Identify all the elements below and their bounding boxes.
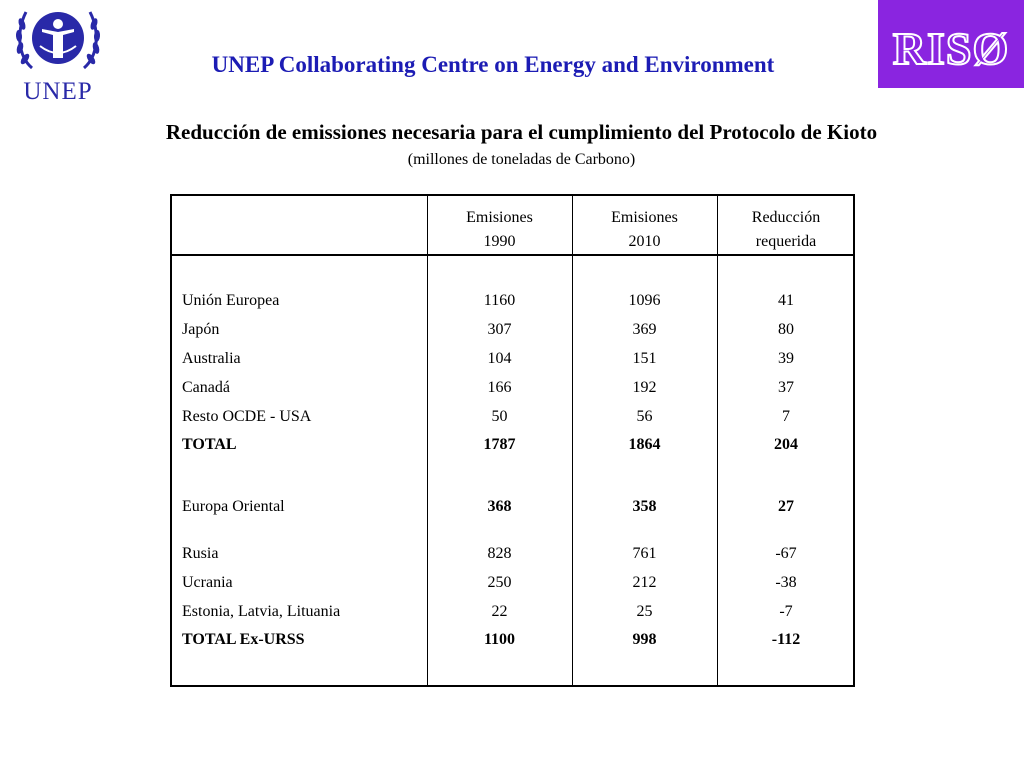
table-row — [172, 321, 855, 343]
value-reduction: 39 — [778, 350, 794, 367]
row-label: Estonia, Latvia, Lituania — [182, 603, 341, 620]
riso-logo — [878, 0, 1024, 88]
page-subtitle: (millones de toneladas de Carbono) — [407, 151, 636, 168]
value-1990: 1100 — [483, 631, 516, 648]
table-row — [172, 574, 855, 596]
value-1990: 1787 — [483, 436, 516, 453]
column-header-line: Emisiones — [466, 209, 533, 226]
column-header-line: 1990 — [483, 233, 516, 250]
value-reduction: 7 — [782, 408, 790, 425]
column-header-line: Reducción — [751, 209, 821, 226]
header-divider — [172, 254, 853, 256]
row-label: Unión Europea — [182, 292, 280, 309]
value-reduction: -7 — [779, 603, 793, 620]
row-label: Ucrania — [182, 574, 233, 591]
value-2010: 192 — [632, 379, 657, 396]
value-2010: 358 — [632, 498, 657, 515]
value-reduction: 80 — [778, 321, 794, 338]
value-1990: 22 — [491, 603, 508, 620]
column-header-2010 — [572, 206, 717, 254]
emissions-table — [170, 194, 855, 687]
row-label: Europa Oriental — [182, 498, 285, 515]
value-1990: 307 — [487, 321, 512, 338]
value-reduction: 204 — [774, 436, 798, 453]
value-2010: 56 — [636, 408, 653, 425]
value-reduction: 37 — [778, 379, 794, 396]
table-row — [172, 350, 855, 372]
row-label: Canadá — [182, 379, 230, 396]
row-label: Resto OCDE - USA — [182, 408, 312, 425]
value-1990: 104 — [487, 350, 512, 367]
value-2010: 212 — [632, 574, 657, 591]
row-label: TOTAL — [182, 436, 237, 453]
table-row — [172, 603, 855, 625]
value-1990: 1160 — [483, 292, 516, 309]
row-label: Australia — [182, 350, 241, 367]
value-1990: 828 — [487, 545, 512, 562]
column-header-line: 2010 — [628, 233, 661, 250]
value-1990: 368 — [487, 498, 512, 515]
column-header-line: requerida — [755, 233, 817, 250]
table-row — [172, 379, 855, 401]
riso-logo-text: RISØ — [892, 23, 1010, 74]
value-reduction: -112 — [771, 631, 801, 648]
value-reduction: -38 — [775, 574, 797, 591]
value-2010: 369 — [632, 321, 657, 338]
row-label: Rusia — [182, 545, 219, 562]
value-2010: 25 — [636, 603, 653, 620]
table-row — [172, 408, 855, 430]
value-1990: 166 — [487, 379, 512, 396]
column-header-reduction — [717, 206, 855, 254]
table-row-total — [172, 631, 855, 653]
row-label: TOTAL Ex-URSS — [182, 631, 305, 648]
value-reduction: 27 — [778, 498, 794, 515]
column-header-line: Emisiones — [611, 209, 678, 226]
header-title: UNEP Collaborating Centre on Energy and Environment — [211, 52, 775, 77]
unep-logo-text: UNEP — [23, 78, 93, 105]
table-row — [172, 498, 855, 520]
row-label: Japón — [182, 321, 220, 338]
value-1990: 250 — [487, 574, 512, 591]
value-2010: 1096 — [628, 292, 661, 309]
value-2010: 1864 — [628, 436, 661, 453]
table-row — [172, 545, 855, 567]
value-reduction: -67 — [775, 545, 797, 562]
column-header-1990 — [427, 206, 572, 254]
value-2010: 998 — [632, 631, 657, 648]
table-row — [172, 292, 855, 314]
page-title: Reducción de emissiones necesaria para el cumplimiento del Protocolo de Kioto — [165, 120, 878, 144]
value-reduction: 41 — [778, 292, 794, 309]
value-2010: 761 — [632, 545, 657, 562]
table-row-total — [172, 436, 855, 458]
value-2010: 151 — [632, 350, 657, 367]
value-1990: 50 — [491, 408, 508, 425]
